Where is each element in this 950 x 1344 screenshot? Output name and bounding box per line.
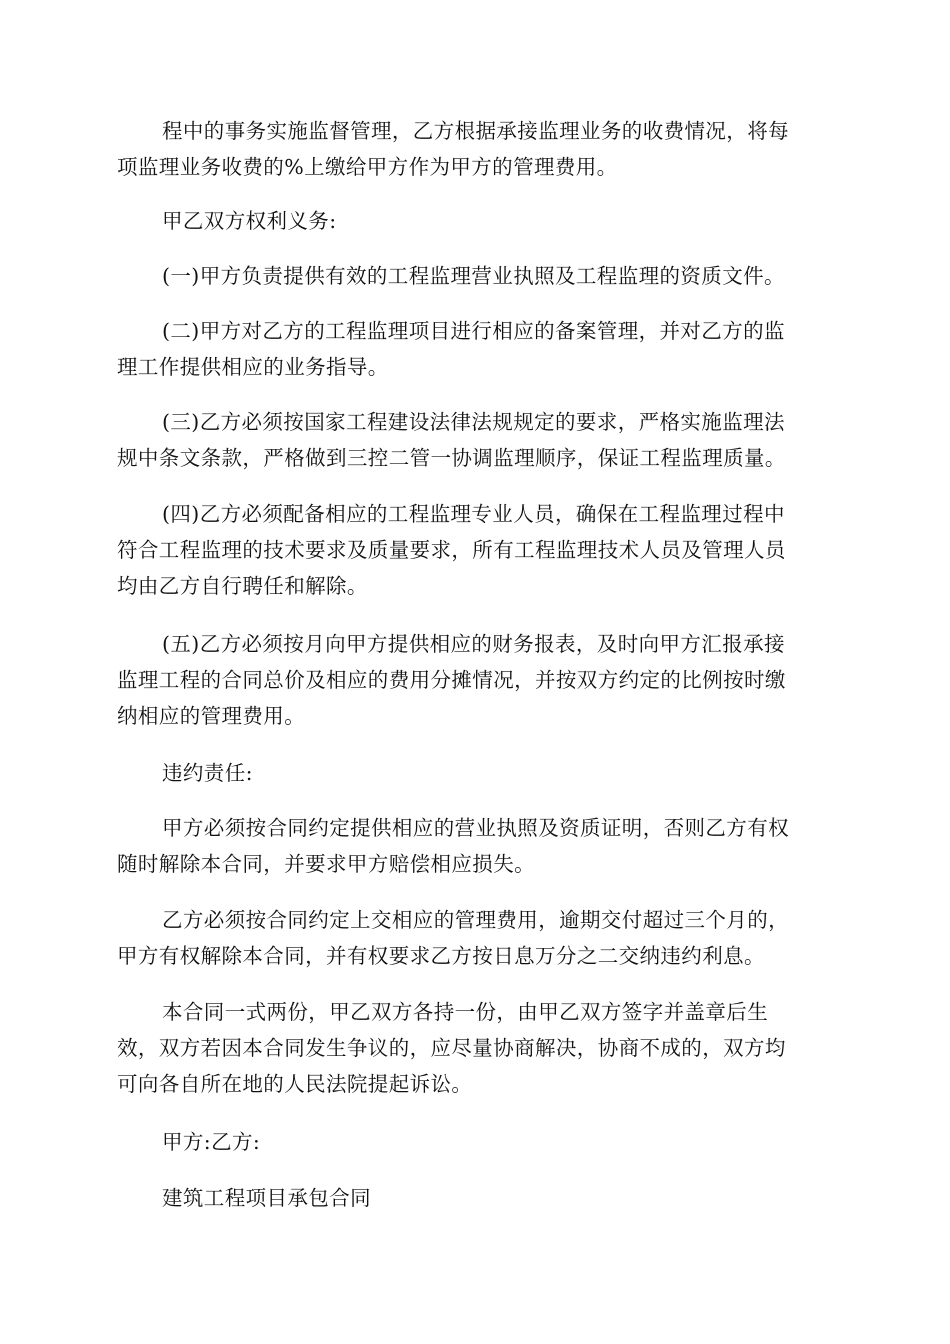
text-line: 理工作提供相应的业务指导。 <box>117 355 389 379</box>
text-line: 纳相应的管理费用。 <box>117 704 306 728</box>
text-line: 规中条文条款，严格做到三控二管一协调监理顺序，保证工程监理质量。 <box>117 446 786 470</box>
text-line: (二)甲方对乙方的工程监理项目进行相应的备案管理，并对乙方的监 <box>162 319 785 343</box>
text-line: 违约责任: <box>162 761 253 785</box>
text-line: 可向各自所在地的人民法院提起诉讼。 <box>117 1072 473 1096</box>
next-document-title <box>117 1180 833 1216</box>
clause-2 <box>117 313 833 385</box>
text-line: (四)乙方必须配备相应的工程监理专业人员，确保在工程监理过程中 <box>162 502 785 526</box>
text-line: 随时解除本合同，并要求甲方赔偿相应损失。 <box>117 852 535 876</box>
text-line: (三)乙方必须按国家工程建设法律法规规定的要求，严格实施监理法 <box>162 410 785 434</box>
heading-rights-obligations <box>117 203 833 239</box>
text-line: 符合工程监理的技术要求及质量要求，所有工程监理技术人员及管理人员 <box>117 538 786 562</box>
text-line: 建筑工程项目承包合同 <box>162 1186 371 1210</box>
text-line: 甲方必须按合同约定提供相应的营业执照及资质证明，否则乙方有权 <box>162 816 789 840</box>
breach-party-a <box>117 810 833 882</box>
text-line: 甲方:乙方: <box>162 1130 261 1154</box>
text-line: 项监理业务收费的%上缴给甲方作为甲方的管理费用。 <box>117 155 618 179</box>
clause-4 <box>117 496 833 604</box>
text-line: (五)乙方必须按月向甲方提供相应的财务报表，及时向甲方汇报承接 <box>162 632 785 656</box>
text-line: 甲乙双方权利义务: <box>162 209 337 233</box>
clause-1 <box>117 258 833 294</box>
text-line: 程中的事务实施监督管理，乙方根据承接监理业务的收费情况，将每 <box>162 119 789 143</box>
breach-party-b <box>117 902 833 974</box>
clause-3 <box>117 404 833 476</box>
heading-breach-liability <box>117 755 833 791</box>
paragraph-management-fee <box>117 113 833 185</box>
text-line: 均由乙方自行聘任和解除。 <box>117 574 368 598</box>
text-line: 监理工程的合同总价及相应的费用分摊情况，并按双方约定的比例按时缴 <box>117 668 786 692</box>
signature-line <box>117 1124 833 1160</box>
text-line: (一)甲方负责提供有效的工程监理营业执照及工程监理的资质文件。 <box>162 264 785 288</box>
text-line: 乙方必须按合同约定上交相应的管理费用，逾期交付超过三个月的， <box>162 908 789 932</box>
text-line: 本合同一式两份，甲乙双方各持一份，由甲乙双方签字并盖章后生 <box>162 1000 769 1024</box>
contract-copies-clause <box>117 994 833 1102</box>
text-line: 效，双方若因本合同发生争议的，应尽量协商解决，协商不成的，双方均 <box>117 1036 786 1060</box>
clause-5 <box>117 626 833 734</box>
text-line: 甲方有权解除本合同，并有权要求乙方按日息万分之二交纳违约利息。 <box>117 944 765 968</box>
